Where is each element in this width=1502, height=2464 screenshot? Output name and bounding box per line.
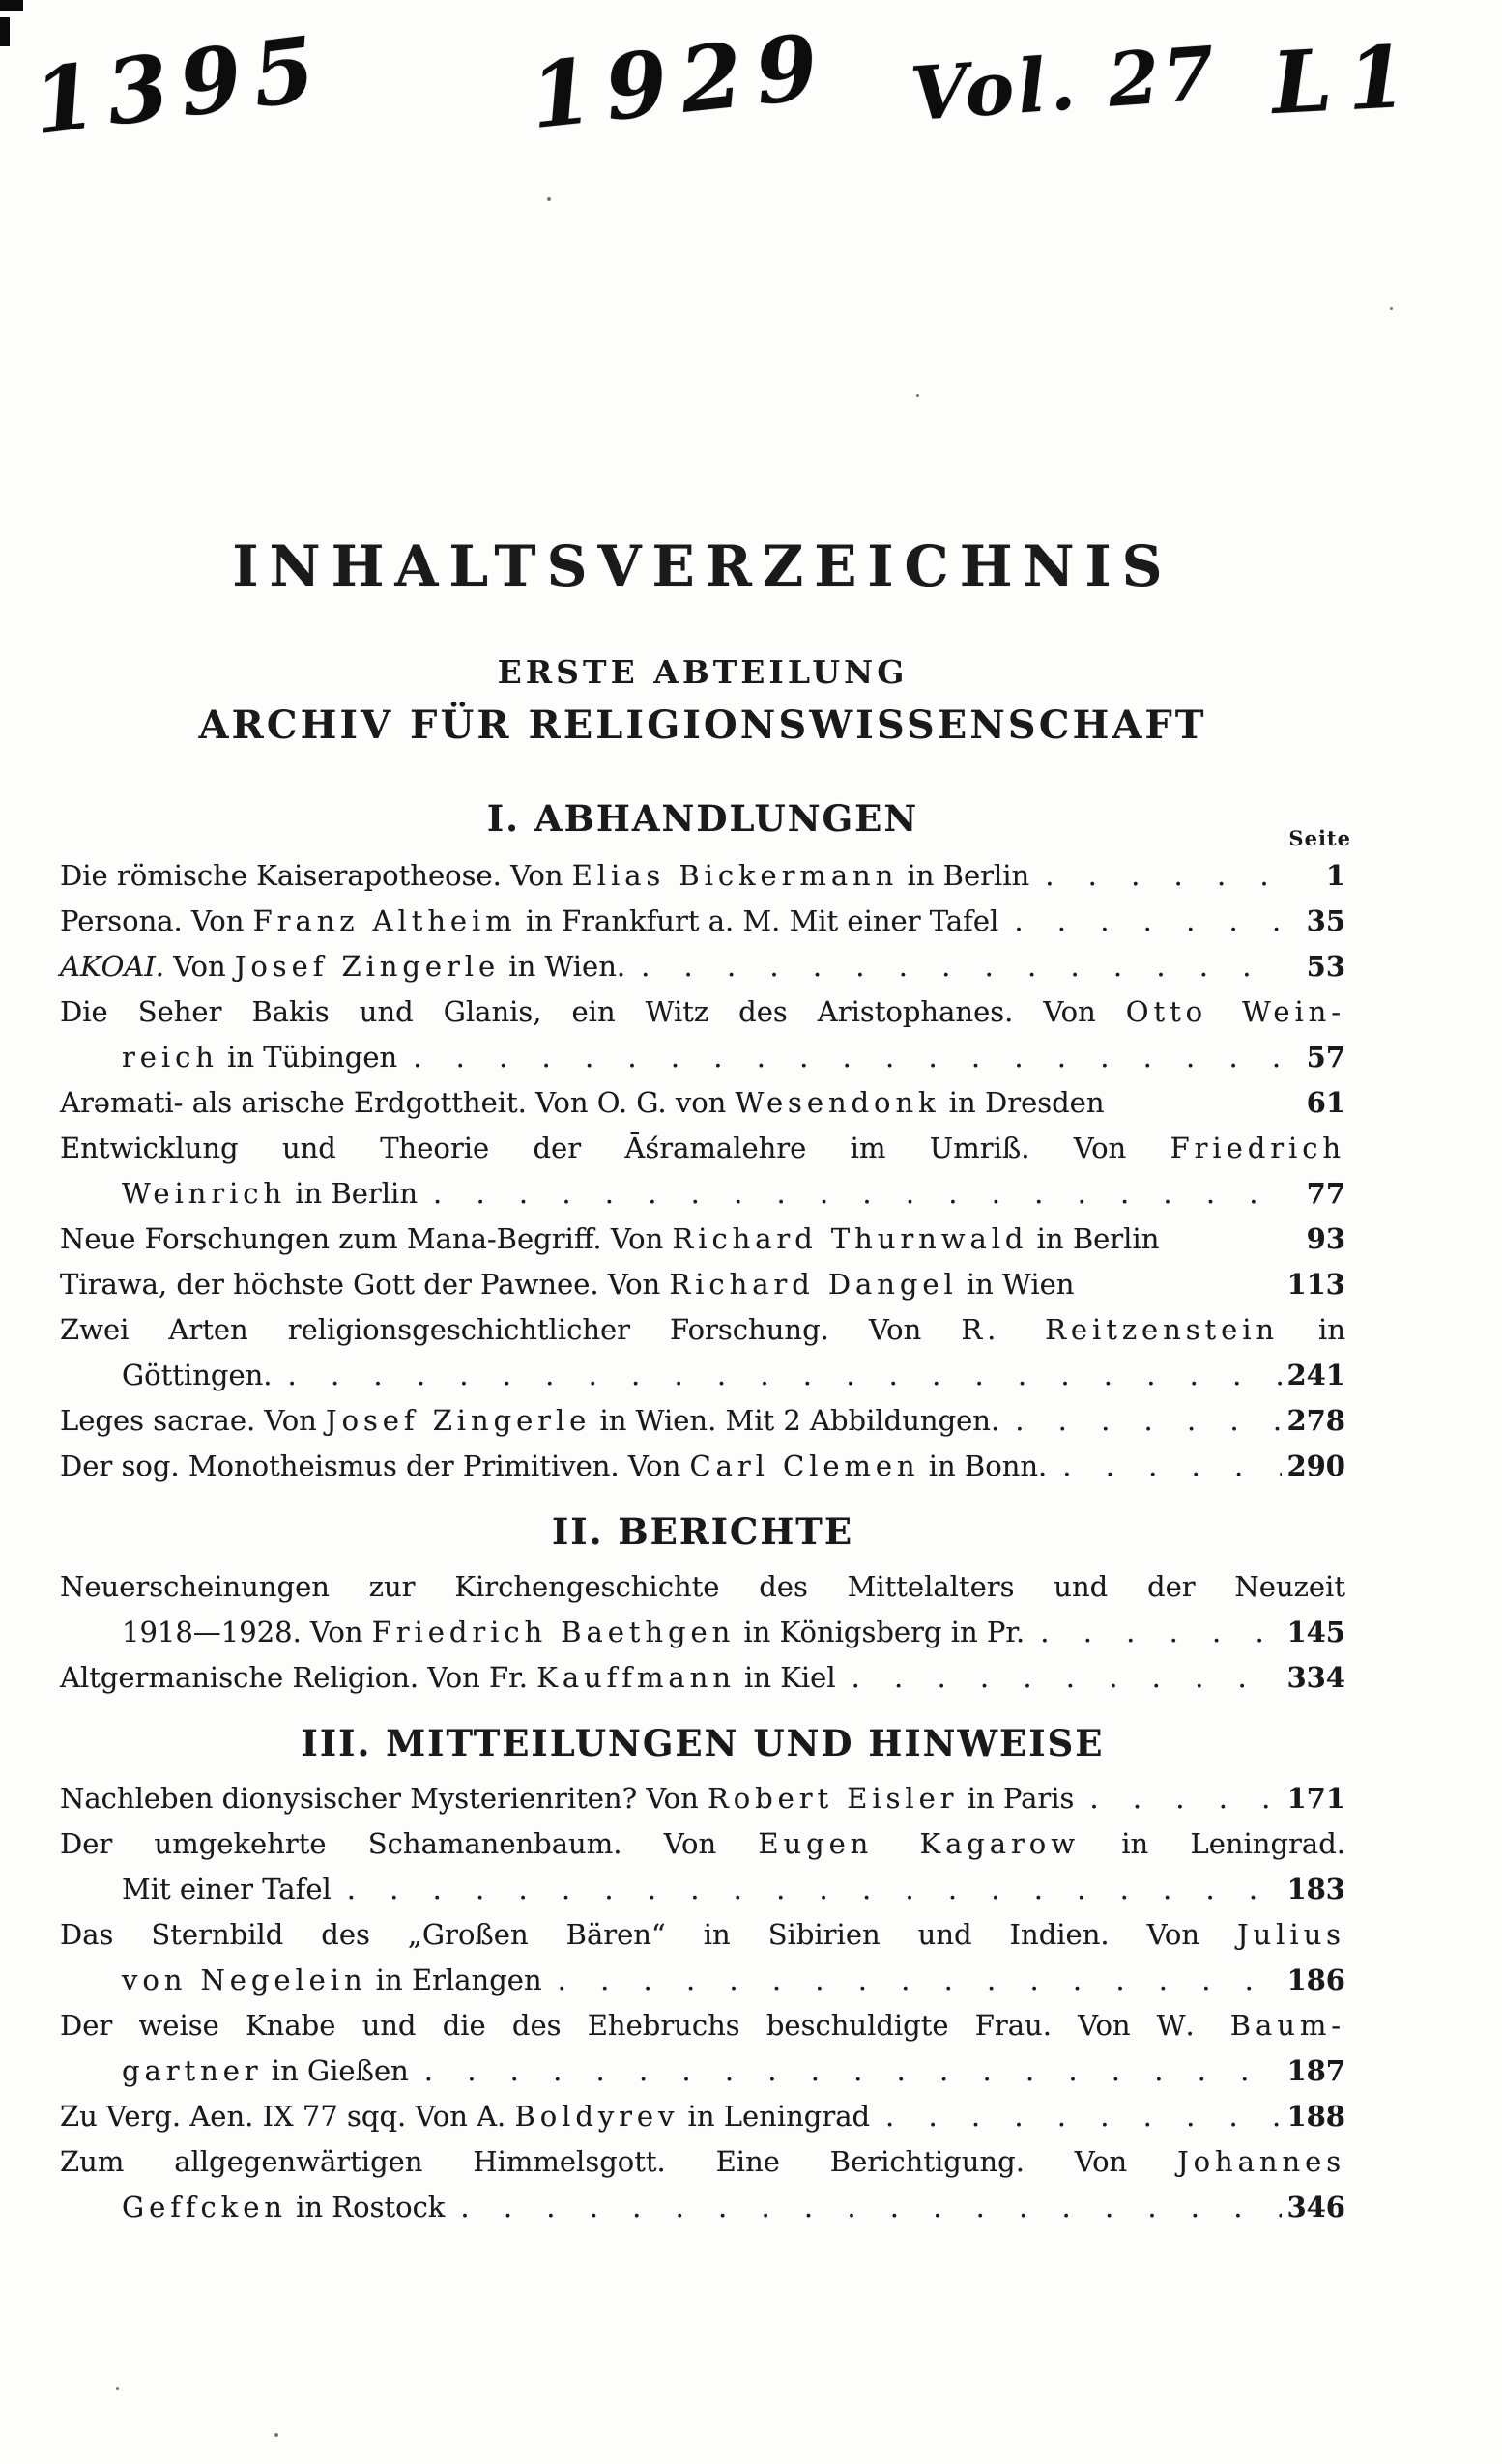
author-name: Franz Altheim: [252, 903, 517, 937]
author-name: Richard Dangel: [669, 1267, 958, 1301]
toc-line-text: [60, 1132, 1345, 1164]
entry-text: Der weise Knabe und die des Ehebruchs beschuldigte Frau. Von: [60, 2009, 1157, 2043]
toc-line-text: [122, 1035, 397, 1080]
author-name: reich: [122, 1040, 218, 1074]
author-name: Friedrich Baethgen: [371, 1615, 736, 1648]
entry-text: in Gießen: [262, 2054, 409, 2088]
toc-line-text: [60, 995, 1345, 1028]
entry-text: Göttingen.: [122, 1358, 273, 1391]
entry-text: Entwicklung und Theorie der Āśramalehre im Umriß. Von: [60, 1131, 1170, 1164]
toc-line-text: [60, 2009, 1345, 2042]
toc-line-text: [60, 1217, 1159, 1262]
toc-line-text: [122, 1171, 418, 1217]
toc-line-text: [122, 1958, 542, 2003]
dot-leader: [1025, 1610, 1282, 1655]
toc-line: [60, 1217, 1345, 1262]
entry-text: in: [1279, 1312, 1345, 1346]
page-number: 57: [1306, 1040, 1345, 1074]
entry-text: Arəmati- als arische Erdgottheit. Von O. G. von: [60, 1085, 736, 1119]
part-heading: ERSTE ABTEILUNG: [497, 652, 909, 691]
journal-heading: ARCHIV FÜR RELIGIONSWISSENSCHAFT: [198, 702, 1207, 749]
toc-line-text: [60, 1080, 1105, 1126]
author-name: von Negelein: [122, 1963, 367, 1997]
toc-line: [60, 1776, 1345, 1821]
dot-leader: [445, 2185, 1282, 2230]
scan-edge-mark: [0, 0, 23, 11]
dot-leader: [999, 1398, 1282, 1444]
entry-text: in Bonn.: [919, 1448, 1048, 1482]
entry-text: in Paris: [958, 1782, 1075, 1816]
toc-line-text: [122, 1353, 273, 1398]
page-number: 188: [1286, 2100, 1345, 2134]
entry-text: in Leningrad: [679, 2100, 871, 2134]
page-title: INHALTSVERZEICHNIS: [232, 533, 1173, 599]
toc-line: [60, 1307, 1345, 1353]
page-number: 183: [1286, 1873, 1345, 1906]
toc-line: [60, 989, 1345, 1035]
scan-speck: [274, 2433, 278, 2437]
author-name: R. Reitzenstein: [961, 1312, 1280, 1346]
page-number: 346: [1286, 2191, 1345, 2224]
toc-line: [60, 1444, 1345, 1489]
author-name: Robert Eisler: [708, 1782, 959, 1816]
dot-leader: [1074, 1776, 1282, 1821]
page-number: 145: [1286, 1615, 1345, 1648]
author-name: Elias Bickermann: [571, 858, 899, 892]
entry-text: in Königsberg in Pr.: [735, 1615, 1025, 1648]
toc-line: [60, 2185, 1345, 2230]
toc-line: [60, 1035, 1345, 1080]
toc-line-text: [60, 944, 625, 989]
author-name: Friedrich: [1170, 1131, 1345, 1164]
toc-line: [60, 1353, 1345, 1398]
section-heading-row: [60, 797, 1351, 850]
page-number: 241: [1286, 1358, 1345, 1391]
page-number: 290: [1286, 1448, 1345, 1482]
dot-leader: [418, 1171, 1282, 1217]
dot-leader: [836, 1655, 1282, 1701]
entry-text: in Wien.: [500, 949, 626, 983]
entry-text: Zwei Arten religionsgeschichtlicher Forschung. Von: [60, 1312, 962, 1346]
entry-text: in Rostock: [286, 2191, 446, 2224]
entry-text: in Frankfurt a. M. Mit einer Tafel: [516, 903, 999, 937]
page-number: 77: [1306, 1176, 1345, 1210]
entry-text: Altgermanische Religion. Von Fr.: [60, 1660, 537, 1694]
entry-text: Persona. Von: [60, 903, 253, 937]
entry-text: Neuerscheinungen zur Kirchengeschichte des Mittelalters und der Neuzeit: [60, 1569, 1345, 1603]
toc-line: [60, 1912, 1345, 1958]
toc-line-text: [60, 2094, 870, 2139]
handwritten-accession-number: 1395: [27, 14, 332, 156]
entry-text: Zum allgegenwärtigen Himmelsgott. Eine Berichtigung. Von: [60, 2145, 1178, 2179]
toc-line: [60, 2139, 1345, 2185]
toc-line: [60, 1867, 1345, 1912]
page-number: 61: [1306, 1085, 1345, 1119]
author-name: Josef Zingerle: [234, 949, 501, 983]
toc-line-text: [60, 1827, 1345, 1860]
section-heading-row: [60, 1722, 1345, 1764]
entry-text: in Berlin: [1027, 1221, 1160, 1255]
dot-leader: [542, 1958, 1282, 2003]
entry-text: in Kiel: [735, 1660, 836, 1694]
entry-text: in Berlin: [286, 1176, 419, 1210]
entry-text: Mit einer Tafel: [122, 1873, 332, 1906]
toc-line: [60, 1958, 1345, 2003]
toc-line-text: [60, 1444, 1047, 1489]
author-name: Johannes: [1177, 2145, 1345, 2179]
toc-line: [60, 1262, 1345, 1307]
toc-line-text: [60, 1313, 1345, 1346]
toc-line: [60, 1398, 1345, 1444]
author-name: Otto Wein-: [1125, 994, 1345, 1028]
toc-line-text: [60, 2145, 1345, 2178]
section-heading: III. MITTEILUNGEN UND HINWEISE: [301, 1721, 1105, 1764]
entry-text: Neue Forschungen zum Mana-Begriff. Von: [60, 1221, 673, 1255]
page-number: 53: [1306, 949, 1345, 983]
toc-line-text: [60, 1655, 836, 1701]
page-number: 1: [1325, 858, 1345, 892]
author-name: Josef Zingerle: [326, 1403, 592, 1437]
entry-text: Die römische Kaiserapotheose. Von: [60, 858, 572, 892]
section-heading: II. BERICHTE: [551, 1509, 854, 1553]
entry-text: Der umgekehrte Schamanenbaum. Von: [60, 1827, 759, 1861]
author-name: Wesendonk: [735, 1085, 940, 1119]
toc-line-text: [122, 2185, 445, 2230]
toc-line: [60, 1610, 1345, 1655]
section-heading-row: [60, 1510, 1345, 1553]
entry-text: Zu Verg. Aen. IX 77 sqq. Von A.: [60, 2100, 515, 2134]
page-number: 113: [1286, 1267, 1345, 1301]
toc-line: [60, 853, 1345, 899]
dot-leader: [273, 1353, 1282, 1398]
author-name: Julius: [1237, 1918, 1345, 1952]
page-number: 187: [1286, 2054, 1345, 2088]
page-column-label: Seite: [1288, 825, 1351, 850]
page-number: 35: [1306, 903, 1345, 937]
entry-text: in Wien. Mit 2 Abbildungen.: [591, 1403, 1000, 1437]
toc-line: [60, 1171, 1345, 1217]
author-name: Geffcken: [122, 2191, 287, 2224]
table-of-contents: [60, 797, 1351, 2230]
entry-text: Von: [164, 949, 235, 983]
author-name: W. Baum-: [1156, 2009, 1345, 2043]
toc-line: [60, 944, 1345, 989]
entry-text: in Leningrad.: [1079, 1827, 1345, 1861]
handwritten-year: 1929: [525, 13, 836, 150]
toc-line-text: [60, 1570, 1345, 1603]
scan-speck: [1390, 307, 1393, 310]
entry-text: Der sog. Monotheismus der Primitiven. Von: [60, 1448, 690, 1482]
author-name: Eugen Kagarow: [758, 1827, 1080, 1861]
scan-speck: [116, 2387, 119, 2390]
toc-line-text: [60, 1262, 1074, 1307]
toc-line: [60, 2003, 1345, 2049]
dot-leader: [998, 899, 1282, 944]
author-name: Richard Thurnwald: [672, 1221, 1028, 1255]
author-name: Carl Clemen: [689, 1448, 920, 1482]
toc-line-text: [122, 2049, 409, 2094]
toc-line-text: [60, 853, 1029, 899]
scan-edge-mark: [0, 17, 10, 46]
entry-text: Nachleben dionysischer Mysterienriten? Von: [60, 1782, 708, 1816]
page-number: 334: [1286, 1660, 1345, 1694]
section-heading: I. ABHANDLUNGEN: [486, 797, 919, 841]
toc-line-text: [122, 1867, 332, 1912]
author-name: Kauffmann: [536, 1660, 736, 1694]
toc-line-text: [60, 899, 998, 944]
entry-text: Die Seher Bakis und Glanis, ein Witz des Aristophanes. Von: [60, 994, 1126, 1028]
entry-text: in Wien: [957, 1267, 1075, 1301]
toc-line: [60, 1821, 1345, 1867]
dot-leader: [1047, 1444, 1282, 1489]
dot-leader: [332, 1867, 1282, 1912]
toc-line-text: [60, 1398, 999, 1444]
handwritten-volume: Vol. 27: [908, 30, 1221, 137]
dot-leader: [1029, 853, 1282, 899]
page-number: 93: [1306, 1221, 1345, 1255]
toc-line-text: [122, 1610, 1025, 1655]
entry-text: 1918—1928. Von: [122, 1615, 372, 1648]
toc-line: [60, 1564, 1345, 1610]
entry-text: Leges sacrae. Von: [60, 1403, 327, 1437]
entry-text: in Erlangen: [366, 1963, 542, 1997]
entry-text: in Dresden: [939, 1085, 1105, 1119]
page-number: 278: [1286, 1403, 1345, 1437]
author-name: Boldyrev: [514, 2100, 679, 2134]
dot-leader: [625, 944, 1282, 989]
toc-line-text: [60, 1776, 1074, 1821]
handwritten-shelf-mark: L1: [1269, 25, 1425, 133]
toc-line: [60, 1126, 1345, 1171]
dot-leader: [870, 2094, 1282, 2139]
entry-text: Tirawa, der höchste Gott der Pawnee. Von: [60, 1267, 670, 1301]
page-number: 171: [1286, 1782, 1345, 1816]
toc-line-text: [60, 1918, 1345, 1951]
toc-line: [60, 1080, 1345, 1126]
toc-line: [60, 899, 1345, 944]
author-name: Weinrich: [122, 1176, 287, 1210]
toc-line: [60, 2094, 1345, 2139]
author-name: gartner: [122, 2054, 263, 2088]
dot-leader: [409, 2049, 1282, 2094]
printed-content: [60, 0, 1351, 2230]
entry-text: Das Sternbild des „Großen Bären“ in Sibirien und Indien. Von: [60, 1918, 1237, 1952]
page-number: 186: [1286, 1963, 1345, 1997]
toc-line: [60, 1655, 1345, 1701]
entry-text: in Berlin: [898, 858, 1030, 892]
toc-line: [60, 2049, 1345, 2094]
entry-text: in Tübingen: [217, 1040, 398, 1074]
entry-text: ΑΚΟΑΙ.: [60, 949, 164, 983]
dot-leader: [397, 1035, 1282, 1080]
